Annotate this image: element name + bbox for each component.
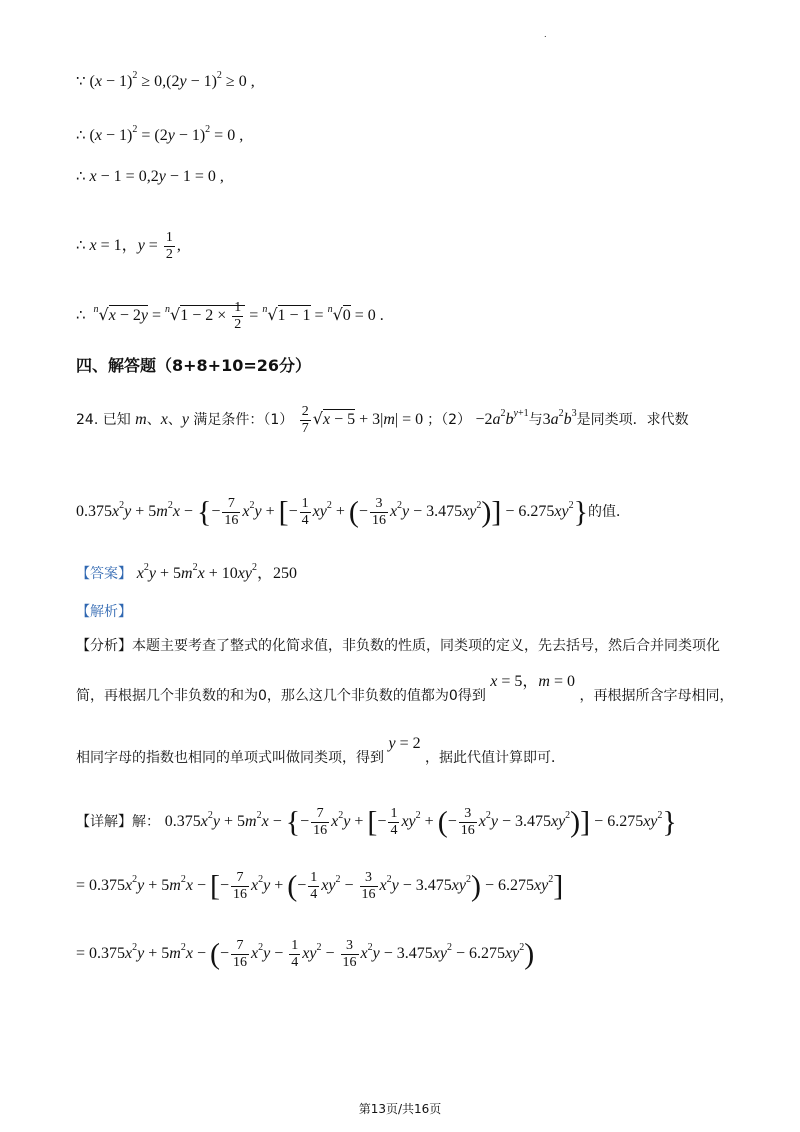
analysis-tag: 【解析】 bbox=[76, 604, 132, 620]
analysis-paragraph-2 bbox=[76, 673, 734, 706]
problem-24-line-1 bbox=[76, 404, 689, 437]
page-footer: 第13页/共16页 bbox=[358, 1102, 442, 1116]
analysis-p2-math: x = 5，m = 0 bbox=[490, 673, 576, 690]
detail-step-2: = $0.375x^2y + 5m^2x$ − (− $\frac{7}{16}$ $x^2y$ − $\frac{1}{4}$ $xy^2$ − $\frac{3}{16}$ $x^2y - 3.475xy^2 - 6.275xy^2$) bbox=[76, 937, 535, 971]
answer-tag: 【答案】 bbox=[76, 566, 132, 582]
analysis-p3b: ，据此代值计算即可． bbox=[425, 750, 566, 766]
condition-2-tail: 是同类项．求代数 bbox=[576, 412, 689, 429]
step-line-4: ∴ x = 1，y = $\frac{1}{2}$ , bbox=[76, 230, 181, 262]
detail-tag: 【详解】 bbox=[76, 814, 132, 831]
analysis-p3-math: y = 2 bbox=[388, 735, 421, 752]
detail-step-1: = $0.375x^2y + 5m^2x$ − [− $\frac{7}{16}$ $x^2y$ + (− $\frac{1}{4}$ $xy^2$ − $\frac{3}{16}$ $x^2y - 3.475xy^2) - 6.275xy^2$] bbox=[76, 869, 564, 903]
detail-jie: 解： bbox=[132, 814, 160, 831]
analysis-p2b: ，再根据所含字母相同， bbox=[579, 688, 734, 704]
analysis-paragraph-3 bbox=[76, 735, 566, 768]
step-line-5: ∴ $^n$√x − 2y = $^n$√1 − 2 × $\frac{1}{2}$ = $^n$√1 − 1 = $^n$√0 = 0 . bbox=[76, 300, 384, 332]
expression-tail: 的值． bbox=[588, 504, 631, 521]
condition-1: $\frac{2}{7}$ √x − 5 + 3|m| = 0 bbox=[301, 404, 428, 436]
fenxi-tag: 【分析】 bbox=[76, 638, 132, 654]
answer-line bbox=[76, 558, 297, 584]
answer-value: $x^2y + 5m^2x + 10xy^2$，250 bbox=[136, 562, 297, 582]
analysis-paragraph-1 bbox=[76, 636, 720, 656]
condition-2a: $-2a^2b^{y+1}$ bbox=[475, 408, 529, 429]
step-line-3: ∴ x − 1 = 0,2y − 1 = 0 , bbox=[76, 167, 224, 185]
condition-2-mid: 与 bbox=[528, 412, 543, 429]
detail-step-0: $0.375x^2y + 5m^2x$ − {− $\frac{7}{16}$ $x^2y$ + [− $\frac{1}{4}$ $xy^2$ + (− $\frac{3}{16}$ $x^2y - 3.475xy^2)] - 6.275xy^2$} bbox=[164, 805, 677, 839]
analysis-p3a: 相同字母的指数也相同的单项式叫做同类项，得到 bbox=[76, 750, 384, 766]
step-line-2: ∴ $(x - 1)^2 = (2y - 1)^2 = 0$ , bbox=[76, 124, 244, 144]
problem-number: 24. bbox=[76, 412, 99, 429]
step-line-1: ∵ $(x - 1)^2 \ge 0,(2y - 1)^2 \ge 0$ , bbox=[76, 70, 255, 90]
section-heading: 四、解答题（8+8+10=26分） bbox=[76, 356, 312, 375]
analysis-p1-text: 本题主要考查了整式的化简求值，非负数的性质，同类项的定义，先去括号，然后合并同类项化 bbox=[132, 638, 720, 654]
problem-expression: $0.375x^2y + 5m^2x$ − {− $\frac{7}{16}$ $x^2y$ + [− $\frac{1}{4}$ $xy^2$ + (− $\frac{3}{16}$ $x^2y - 3.475xy^2)] - 6.275xy^2$}的值． bbox=[76, 495, 631, 529]
problem-sep: ；（2） bbox=[427, 412, 472, 429]
condition-2b: $3a^2b^3$ bbox=[542, 408, 577, 429]
problem-intro: 已知 m、x、y 满足条件：（1） bbox=[102, 411, 294, 429]
stray-dot: . bbox=[544, 30, 547, 39]
detail-line-0 bbox=[76, 806, 677, 839]
analysis-p2a: 简，再根据几个非负数的和为0，那么这几个非负数的值都为0得到 bbox=[76, 688, 486, 704]
